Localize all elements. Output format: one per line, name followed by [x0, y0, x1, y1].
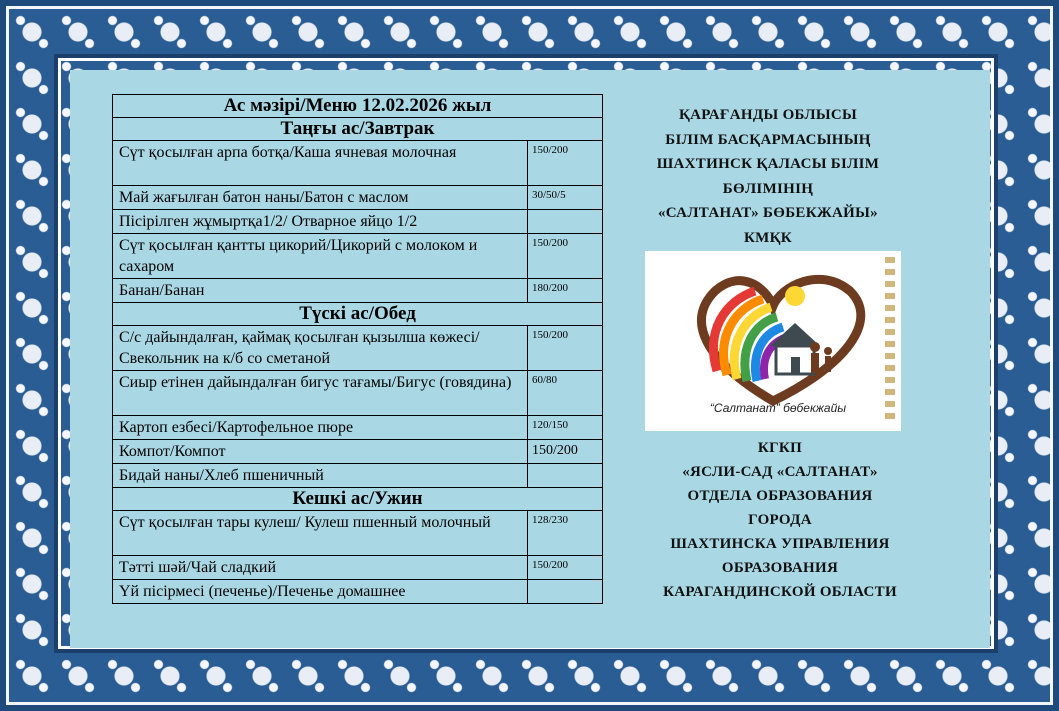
organization-name-kz	[618, 103, 918, 250]
dish-amount	[528, 580, 603, 604]
organization-name-ru	[618, 436, 942, 604]
dish-amount: 120/150	[528, 416, 603, 440]
table-row	[113, 186, 603, 210]
dish-name: Сиыр етінен дайындалған бигус тағамы/Бигус (говядина)	[113, 371, 528, 416]
dish-name: Үй пісірмесі (печенье)/Печенье домашнее	[113, 580, 528, 604]
table-row	[113, 326, 603, 371]
dish-amount: 180/200	[528, 279, 603, 303]
org-ru-line: ГОРОДА	[748, 512, 812, 528]
table-row	[113, 440, 603, 464]
table-row	[113, 279, 603, 303]
org-kz-line: ҚАРАҒАНДЫ ОБЛЫСЫ	[678, 107, 858, 123]
org-kz-line: «САЛТАНАТ» БӨБЕКЖАЙЫ»	[658, 205, 878, 221]
dish-name: Картоп езбесі/Картофельное пюре	[113, 416, 528, 440]
dish-name: Бидай наны/Хлеб пшеничный	[113, 464, 528, 488]
dish-name: Компот/Компот	[113, 440, 528, 464]
org-kz-line: БӨЛІМІНІҢ	[722, 180, 814, 197]
dish-name: Тәтті шәй/Чай сладкий	[113, 556, 528, 580]
dish-amount: 150/200	[528, 234, 603, 279]
dish-name: Сүт қосылған арпа ботқа/Каша ячневая молочная	[113, 141, 528, 186]
dish-name: С/с дайындалған, қаймақ қосылған қызылша көжесі/Свекольник на к/б со сметаной	[113, 326, 528, 371]
section-lunch: Түскі ас/Обед	[113, 303, 603, 326]
org-kz-line: КМҚК	[744, 229, 792, 246]
dish-amount: 150/200	[528, 556, 603, 580]
org-ru-line: ОТДЕЛА ОБРАЗОВАНИЯ	[687, 488, 873, 504]
section-dinner: Кешкі ас/Ужин	[113, 488, 603, 511]
dish-name: Май жағылған батон наны/Батон с маслом	[113, 186, 528, 210]
menu-table	[112, 94, 603, 604]
dish-amount	[528, 210, 603, 234]
dish-amount: 60/80	[528, 371, 603, 416]
table-row	[113, 464, 603, 488]
dish-amount: 128/230	[528, 511, 603, 556]
org-ru-line: КГКП	[757, 440, 803, 456]
table-row	[113, 556, 603, 580]
dish-name: Сүт қосылған тары кулеш/ Кулеш пшенный молочный	[113, 511, 528, 556]
dish-amount: 30/50/5	[528, 186, 603, 210]
org-ru-line: «ЯСЛИ-САД «САЛТАНАТ»	[682, 464, 878, 480]
org-ru-line: КАРАГАНДИНСКОЙ ОБЛАСТИ	[663, 584, 897, 600]
org-ru-line: ШАХТИНСКА УПРАВЛЕНИЯ	[670, 536, 890, 552]
dish-name: Пісірілген жұмыртқа1/2/ Отварное яйцо 1/2	[113, 210, 528, 234]
logo-caption: “Салтанат” бөбекжайы	[709, 401, 847, 415]
ornament-strip	[885, 257, 895, 425]
dish-name: Сүт қосылған қантты цикорий/Цикорий с молоком и сахаром	[113, 234, 528, 279]
table-row	[113, 416, 603, 440]
org-ru-line: ОБРАЗОВАНИЯ	[721, 560, 839, 576]
table-row	[113, 371, 603, 416]
dish-amount: 150/200	[528, 326, 603, 371]
dish-amount	[528, 464, 603, 488]
section-breakfast: Таңғы ас/Завтрак	[113, 118, 603, 141]
dish-amount: 150/200	[528, 141, 603, 186]
menu-title: Ас мәзірі/Меню 12.02.2026 жыл	[113, 95, 603, 118]
org-kz-line: БІЛІМ БАСҚАРМАСЫНЫҢ	[665, 131, 871, 148]
table-row	[113, 511, 603, 556]
dish-amount: 150/200	[528, 440, 603, 464]
table-row	[113, 141, 603, 186]
table-row	[113, 210, 603, 234]
table-row	[113, 580, 603, 604]
table-row	[113, 234, 603, 279]
dish-name: Банан/Банан	[113, 279, 528, 303]
org-kz-line: ШАХТИНСК ҚАЛАСЫ БІЛІМ	[656, 156, 880, 172]
kindergarten-logo	[645, 251, 901, 431]
